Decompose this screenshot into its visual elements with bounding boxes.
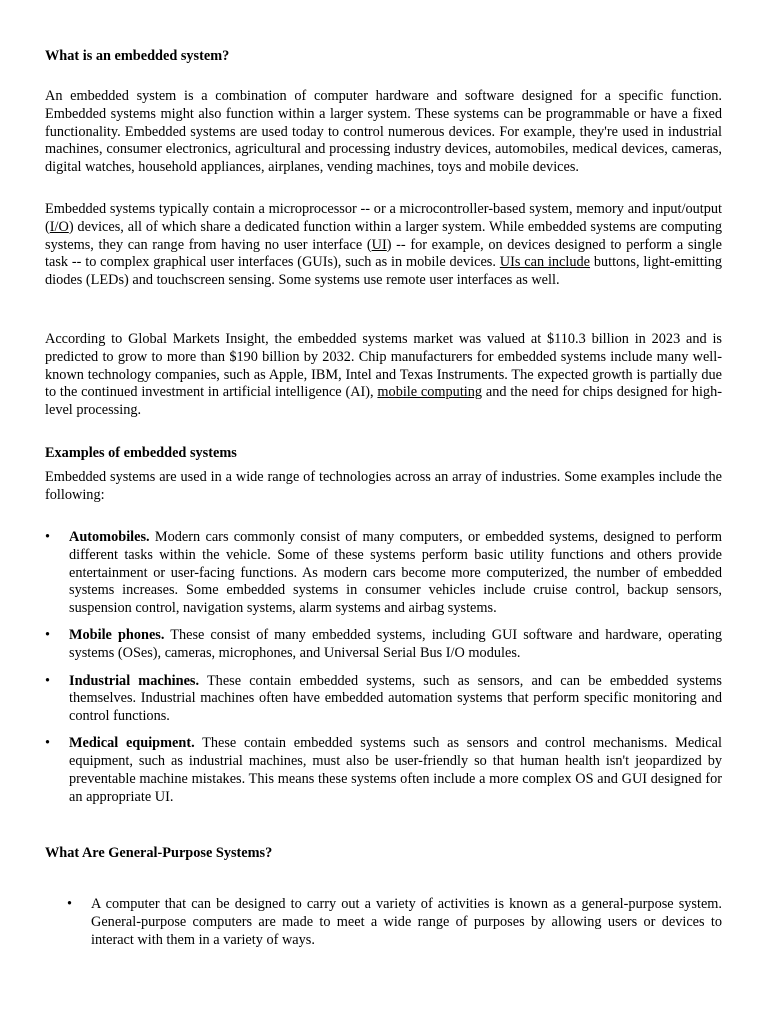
bullet-icon: • <box>45 735 51 752</box>
bullet-icon: • <box>67 896 73 912</box>
paragraph-examples-intro: Embedded systems are used in a wide range of technologies across an array of industries. Some examples include the following: <box>45 469 722 503</box>
text-segment: ) -- for example, on devices designed to perform a single task -- to complex graphical user interfaces (GUIs), such as in mobile devices. <box>45 236 722 271</box>
text-segment: and the need for chips designed for high-level processing. <box>45 384 722 419</box>
text-segment: buttons, light-emitting diodes (LEDs) and touchscreen sensing. Some systems use remote user interfaces as well. <box>45 254 723 289</box>
list-item-medical-equipment <box>45 735 722 806</box>
link-mobile-computing[interactable]: mobile computing <box>377 384 483 401</box>
link-io[interactable]: I/O <box>49 218 69 235</box>
examples-list <box>45 529 722 816</box>
general-purpose-list <box>67 896 722 949</box>
list-item-title: Medical equipment. <box>69 735 195 752</box>
list-item-text: These consist of many embedded systems, including GUI software and hardware, operating systems (OSes), cameras, microphones, and Universal Serial Bus I/O modules. <box>69 627 722 662</box>
list-item-text: Modern cars commonly consist of many computers, or embedded systems, designed to perform different tasks within the vehicle. Some of these systems perform basic utility functions and others provide entertainment or user-facing functions. As modern cars become more computerized, the number of embedded systems increases. Some embedded systems in consumer vehicles include cruise control, backup sensors, suspension control, navigation systems, alarm systems and airbag systems. <box>69 529 722 617</box>
list-item-text: These contain embedded systems such as sensors and control mechanisms. Medical equipment, such as industrial machines, must also be user-friendly so that human health isn't jeopardized by preventable machine mistakes. This means these systems often include a more complex OS and GUI designed for an appropriate UI. <box>69 735 722 805</box>
paragraph-market <box>45 331 722 420</box>
text-segment: ) devices, all of which share a dedicated function within a larger system. While embedded systems are computing systems, they can range from having no user interface ( <box>45 218 722 253</box>
list-item-text: These contain embedded systems, such as sensors, and can be embedded systems themselves. Industrial machines often have embedded automation systems that perform specific monitoring and control functions. <box>69 672 722 725</box>
heading-what-is-embedded-system: What is an embedded system? <box>45 48 230 64</box>
list-item-text: A computer that can be designed to carry out a variety of activities is known as a general-purpose system. General-purpose computers are made to meet a wide range of purposes by allowing users or devices to interact with them in a variety of ways. <box>91 896 722 948</box>
link-uis-can-include[interactable]: UIs can include <box>499 254 591 271</box>
list-item-mobile-phones <box>45 627 722 663</box>
text-segment: Embedded systems typically contain a microprocessor -- or a microcontroller-based system, memory and input/output ( <box>45 201 722 235</box>
link-ui[interactable]: UI <box>371 236 387 253</box>
list-item-title: Automobiles. <box>69 529 150 545</box>
bullet-icon: • <box>45 672 51 689</box>
paragraph-definition: An embedded system is a combination of computer hardware and software designed for a specific function. Embedded systems might also function within a larger system. These systems can be programmable or have a fixed functionality. Embedded systems are used today to control numerous devices. For example, they're used in industrial machines, consumer electronics, agricultural and processing industry devices, automobiles, medical devices, cameras, digital watches, household appliances, airplanes, vending machines, toys and mobile devices. <box>45 88 722 176</box>
bullet-icon: • <box>45 529 51 545</box>
list-item-title: Mobile phones. <box>69 627 165 644</box>
paragraph-components <box>45 201 722 290</box>
heading-general-purpose-systems: What Are General-Purpose Systems? <box>45 845 273 861</box>
list-item-automobiles <box>45 529 722 618</box>
bullet-icon: • <box>45 627 51 644</box>
list-item-title: Industrial machines. <box>69 672 200 689</box>
heading-examples: Examples of embedded systems <box>45 445 237 461</box>
text-segment: According to Global Markets Insight, the embedded systems market was valued at $110.3 billion in 2023 and is predicted to grow to more than $190 billion by 2032. Chip manufacturers for embedded systems include many well-known technology companies, such as Apple, IBM, Intel and Texas Instruments. The expected growth is partially due to the continued investment in artificial intelligence (AI), <box>45 331 722 401</box>
list-item-industrial-machines <box>45 672 722 726</box>
list-item <box>67 896 722 949</box>
